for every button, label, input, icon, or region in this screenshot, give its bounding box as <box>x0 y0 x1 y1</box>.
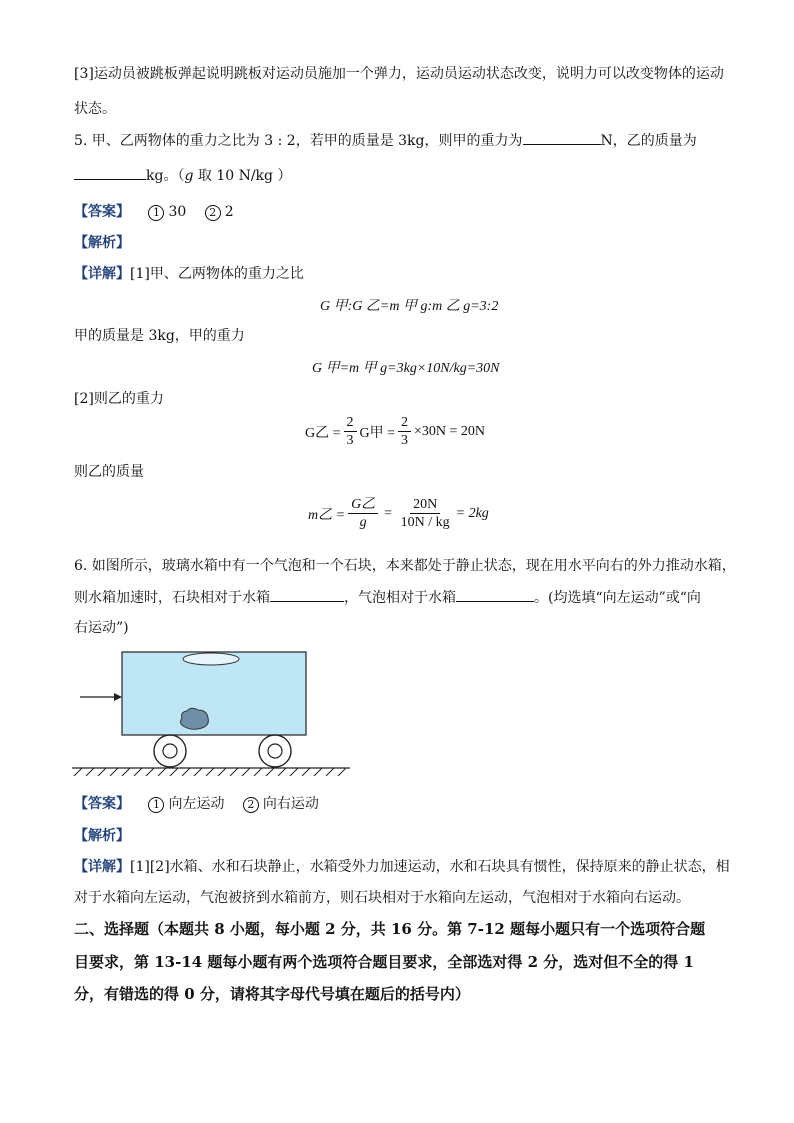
circled-number: 2 <box>205 205 221 221</box>
water-tank-figure <box>70 648 355 776</box>
question-6-cont: 则水箱加速时，石块相对于水箱 ，气泡相对于水箱 。(均选填“向左运动”或“向 <box>74 587 701 608</box>
answer-blank[interactable] <box>456 587 534 602</box>
circled-number: 1 <box>148 797 164 813</box>
section-heading: 二、选择题（本题共 8 小题，每小题 2 分，共 16 分。第 7-12 题每小题只有一个选项符合题 <box>74 920 706 938</box>
section-heading: 分，有错选的得 0 分，请将其字母代号填在题后的括号内） <box>74 985 470 1003</box>
answer-blank[interactable] <box>523 130 601 145</box>
air-bubble <box>183 653 239 665</box>
equation-3: G乙 = $\frac{2}{3}$ G甲 = $\frac{2}{3}$ ×30N = 20N <box>305 415 486 448</box>
text-line: 甲的质量是 3kg，甲的重力 <box>74 328 245 344</box>
answer-row <box>74 794 319 814</box>
circled-number: 2 <box>243 797 259 813</box>
answer-label: 【答案】 <box>74 796 130 812</box>
text-line: 右运动”) <box>74 620 129 636</box>
equation-1: G 甲:G 乙=m 甲 g:m 乙 g=3:2 <box>320 299 499 314</box>
answer-blank[interactable] <box>270 587 344 602</box>
answer-row <box>74 202 234 222</box>
arrow-head <box>114 693 122 701</box>
fraction: $\frac{2}{3}$ <box>344 414 357 449</box>
text-line: 状态。 <box>74 101 116 117</box>
answer-value: 2 <box>224 204 234 220</box>
analysis-label: 【解析】 <box>74 235 130 251</box>
stone <box>181 708 209 729</box>
answer-label: 【答案】 <box>74 204 130 220</box>
text-line: 对于水箱向左运动，气泡被挤到水箱前方，则石块相对于水箱向左运动，气泡相对于水箱向右运动。 <box>74 890 690 906</box>
analysis-label: 【解析】 <box>74 828 130 844</box>
text-line: 则乙的质量 <box>74 464 144 480</box>
text-line: [3]运动员被跳板弹起说明跳板对运动员施加一个弹力，运动员运动状态改变，说明力可以改变物体的运动 <box>74 66 724 82</box>
answer-value: 向右运动 <box>262 796 319 812</box>
circled-number: 1 <box>148 205 164 221</box>
section-heading: 目要求，第 13-14 题每小题有两个选项符合题目要求，全部选对得 2 分，选对但不全的得 1 <box>74 953 694 971</box>
fraction: $\frac{\text{G乙}}{g}$ <box>348 496 378 531</box>
question-5-cont: kg。（g 取 10 N/kg ） <box>74 165 291 186</box>
question-6: 6. 如图所示，玻璃水箱中有一个气泡和一个石块，本来都处于静止状态，现在用水平向右的外力推动水箱， <box>74 558 736 574</box>
detail-line: 【详解】[1]甲、乙两物体的重力之比 <box>74 266 304 282</box>
fraction: $\frac{2}{3}$ <box>398 414 411 449</box>
fraction: $\frac{20N}{10N / kg}$ <box>400 497 450 530</box>
detail-line: 【详解】[1][2]水箱、水和石块静止，水箱受外力加速运动，水和石块具有惯性，保持原来的静止状态，相 <box>74 859 730 875</box>
answer-value: 30 <box>168 204 187 220</box>
equation-4: m乙 = $\frac{\text{G乙}}{g}$ = $\frac{20N}{10N / kg}$ = 2kg <box>308 497 489 530</box>
equation-2: G 甲=m 甲 g=3kg×10N/kg=30N <box>312 361 500 376</box>
answer-value: 向左运动 <box>168 796 225 812</box>
text-line: [2]则乙的重力 <box>74 391 164 407</box>
ground-hatching <box>74 768 346 776</box>
answer-blank[interactable] <box>74 165 146 180</box>
question-5: 5. 甲、乙两物体的重力之比为 3 : 2，若甲的质量是 3kg，则甲的重力为 N，乙的质量为 <box>74 130 697 151</box>
